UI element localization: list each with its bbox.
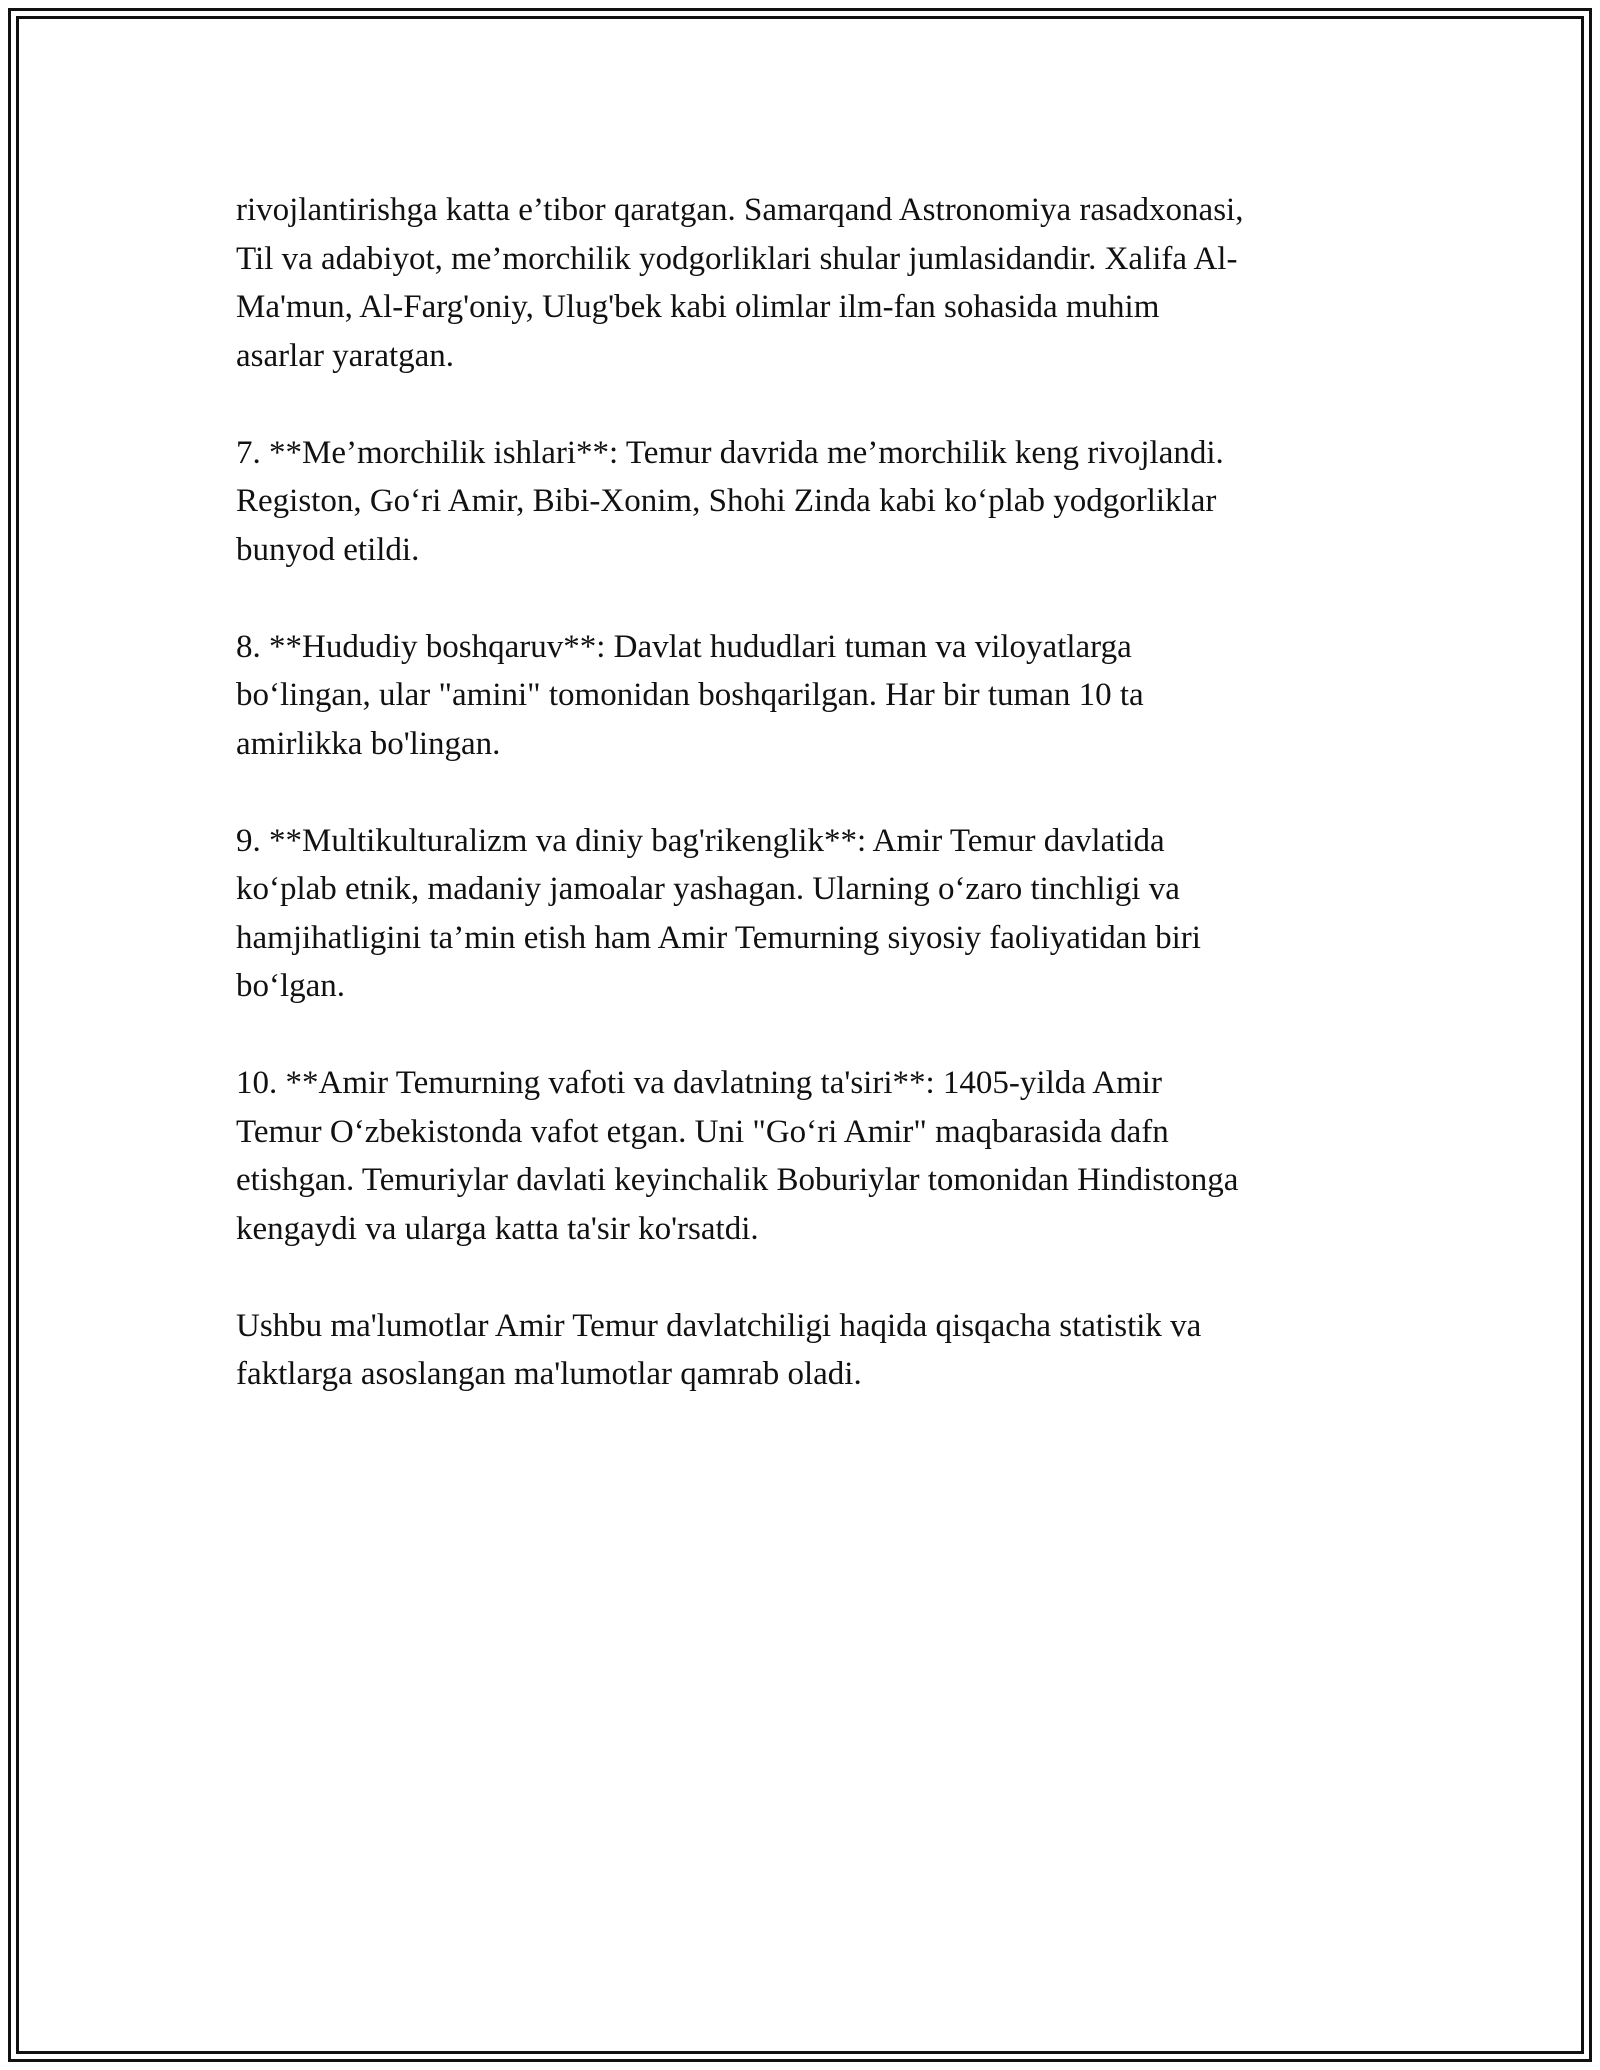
paragraph-intro-continuation: rivojlantirishga katta e’tibor qaratgan. Samarqand Astronomiya rasadxonasi, Til va adabiyot, me’morchilik yodgorliklari shular jumlasidandir. Xalifa Al- Ma'mun, Al-Farg'oniy, Ulug'bek kabi olimlar ilm-fan sohasida muhim asarlar yaratgan. — [236, 192, 1244, 374]
paragraph-item-8: 8. **Hududiy boshqaruv**: Davlat hududlari tuman va viloyatlarga bo‘lingan, ular "amini" tomonidan boshqarilgan. Har bir tuman 10 ta amirlikka bo'lingan. — [236, 628, 1144, 762]
document-body — [236, 186, 1366, 1447]
paragraph-conclusion: Ushbu ma'lumotlar Amir Temur davlatchiligi haqida qisqacha statistik va faktlarga asoslangan ma'lumotlar qamrab oladi. — [236, 1307, 1202, 1392]
paragraph-item-9: 9. **Multikulturalizm va diniy bag'rikenglik**: Amir Temur davlatida ko‘plab etnik, madaniy jamoalar yashagan. Ularning o‘zaro tinchligi va hamjihatligini ta’min etish ham Amir Temurning siyosiy faoliyatidan biri bo‘lgan. — [236, 822, 1201, 1004]
paragraph-item-10: 10. **Amir Temurning vafoti va davlatning ta'siri**: 1405-yilda Amir Temur O‘zbekistonda vafot etgan. Uni "Go‘ri Amir" maqbarasida dafn etishgan. Temuriylar davlati keyinchalik Boburiylar tomonidan Hindistonga kengaydi va ularga katta ta'sir ko'rsatdi. — [236, 1065, 1239, 1247]
paragraph-item-7: 7. **Me’morchilik ishlari**: Temur davrida me’morchilik keng rivojlandi. Registon, Go‘ri Amir, Bibi-Xonim, Shohi Zinda kabi ko‘plab yodgorliklar bunyod etildi. — [236, 434, 1224, 568]
